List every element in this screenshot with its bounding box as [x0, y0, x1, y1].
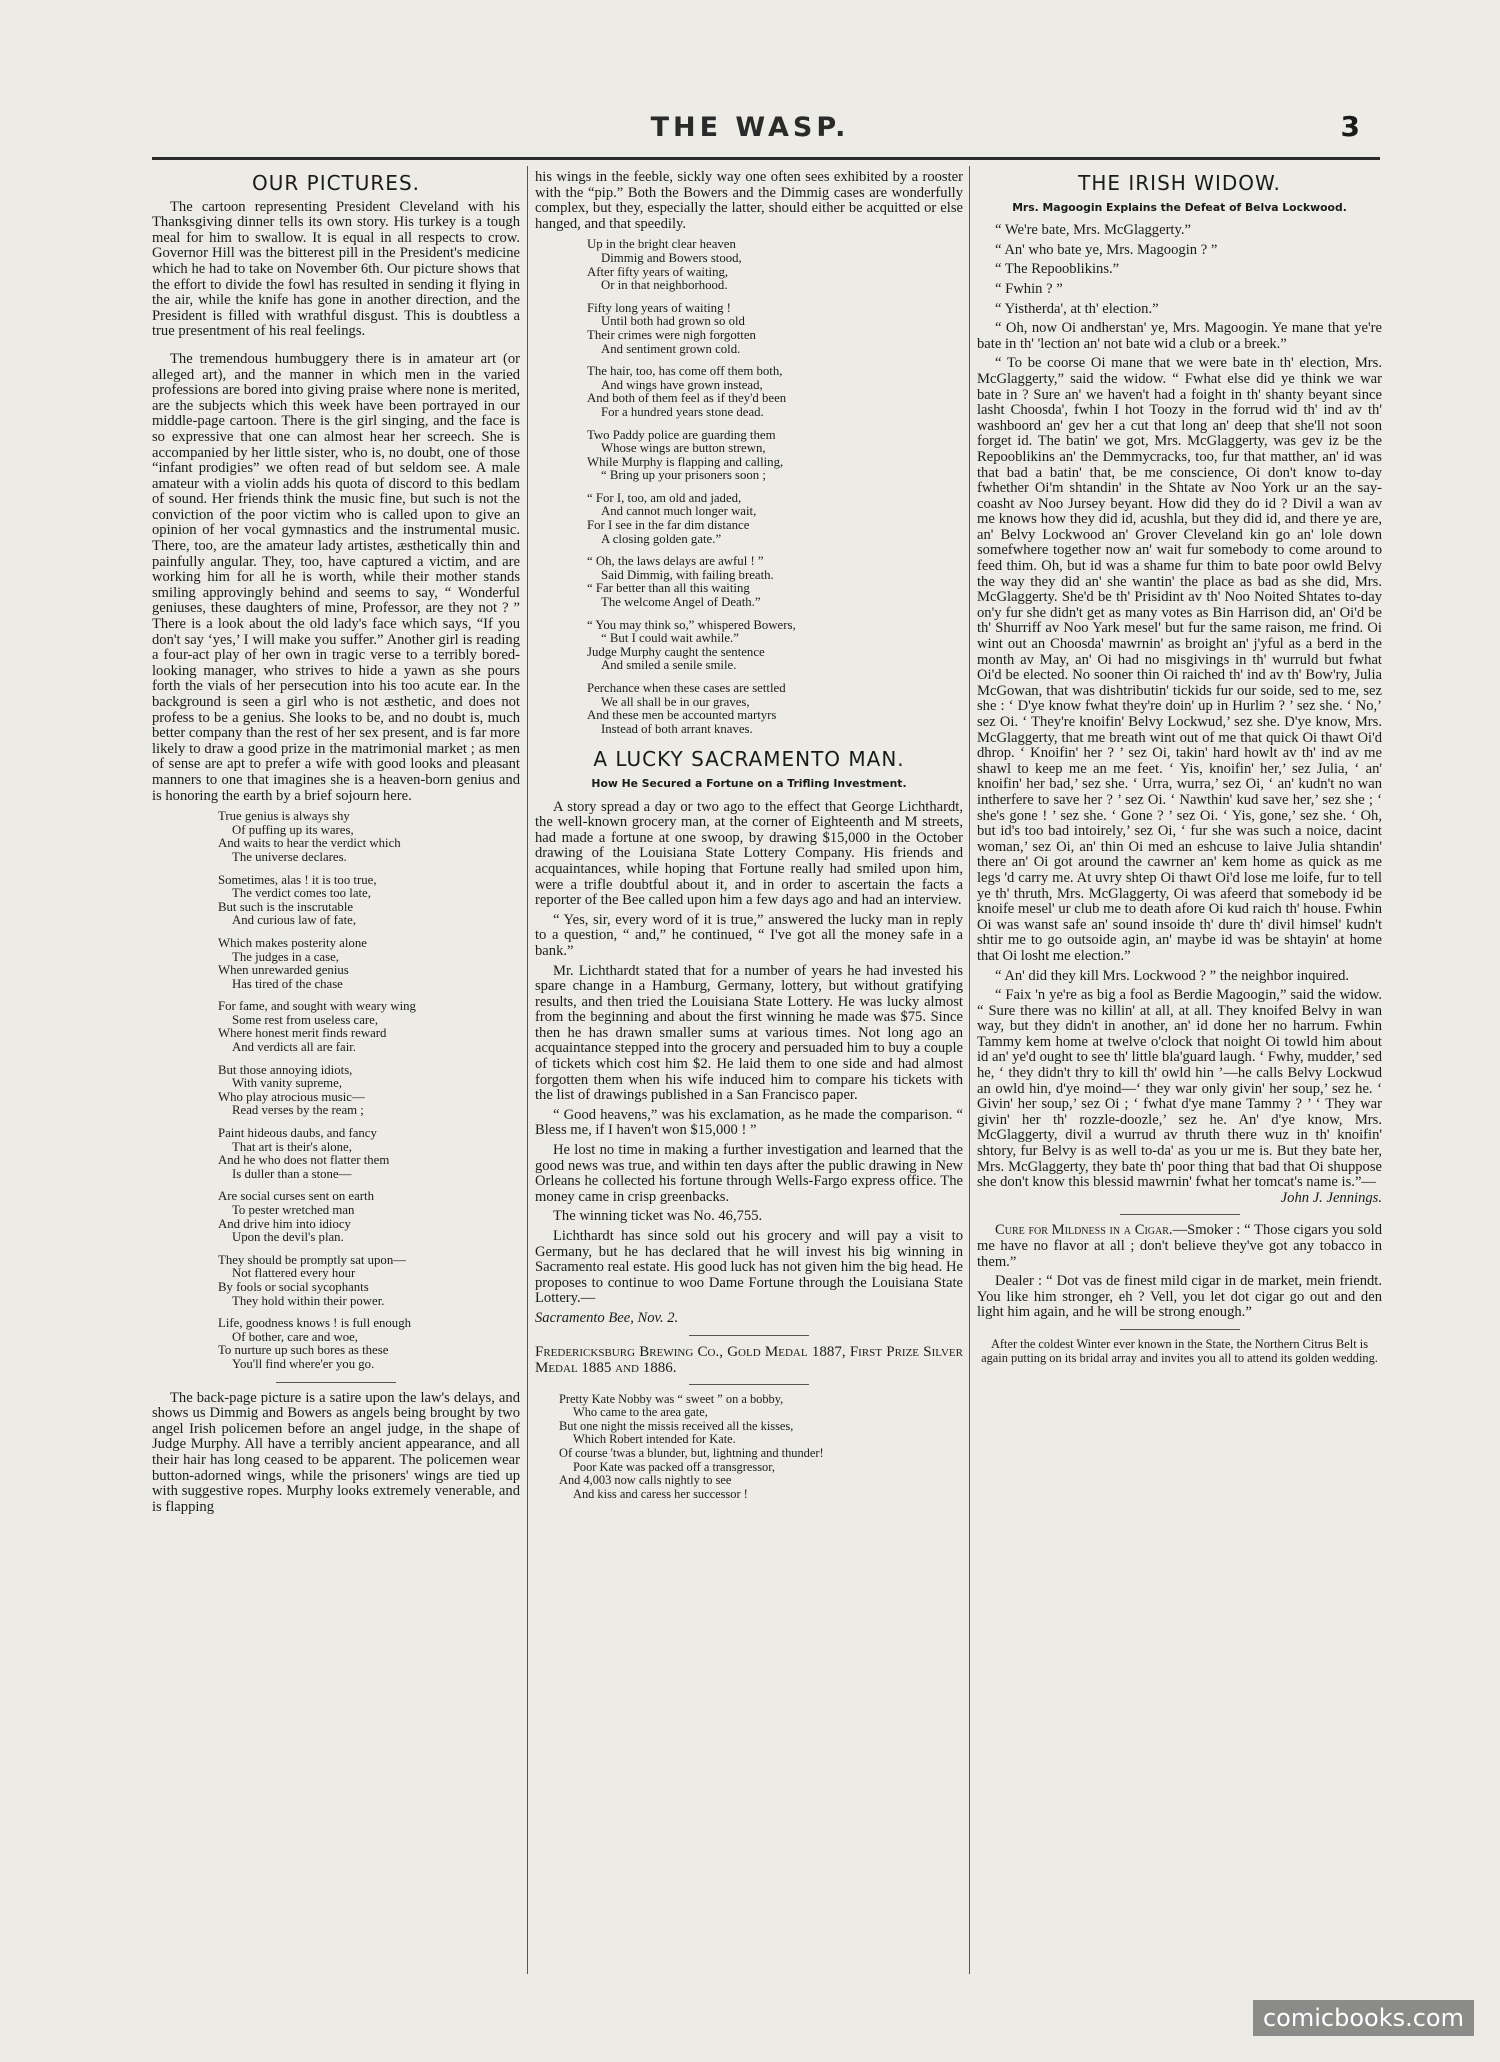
masthead: THE WASP.	[650, 112, 850, 143]
paragraph: “ Good heavens,” was his exclamation, as he made the comparison. “ Bless me, if I haven't won $15,000 ! ”	[535, 1106, 963, 1139]
poem-line: Poor Kate was packed off a transgressor,	[573, 1459, 775, 1474]
poem-line: “ You may think so,” whispered Bowers,	[587, 617, 796, 632]
poem-line: After fifty years of waiting,	[587, 264, 729, 279]
poem-line: Up in the bright clear heaven	[587, 237, 736, 252]
paragraph: “ We're bate, Mrs. McGlaggerty.”	[995, 222, 1191, 239]
poem	[535, 1393, 963, 1502]
poem-line: And he who does not flatter them	[218, 1153, 390, 1168]
divider	[689, 1384, 809, 1385]
poem-line: Pretty Kate Nobby was “ sweet ” on a bobby,	[559, 1391, 784, 1406]
paragraph: “ To be coorse Oi mane that we were bate in th' election, Mrs. McGlaggerty,” said the widow. “ Fwhat else did ye think we war bate in ? Sure an' we haven't had a foight in th' shanty beyant since lasht Choosda', fwhin I hot Toozy in the forrud wid th' ind av th' washboord an' gev her a cut that long an' deep that she'll not soon forget id. The batin' we got, Mrs. McGlaggerty, was gev iz be the Repooblikins an' the Demmycracks, too, fur that matther, an' id was that bad a batin' that, be me conscience, Oi don't know to-day fwhether Oi'm shtandin' in the Shtate av Noo York ur an the say-coasht av Noo Jursey beyant. How did they do id ? Divil a wan av me knows how they did id, acushla, but they did id, and there ye are, an' Belvy Lockwood an' Grover Cleveland kin go an' lole down somefwhere together now an' wait fur somebody to come around to feed thim. Oh, but id was a shame fur thim to bate poor owld Belvy the way they did an' she wantin' the place as bad as she did, Mrs. McGlaggerty. She'd be th' Prisidint av th' Noo Noited Shtates to-day on'y fur she didn't get as many votes as Bin Harrison did, an' Oi'd be th' Shurriff av Noo Yark mesel' but fur the same raison, me frind. Oi wint out an Choosda' mawrnin' as broight an' j'yful as a berd in the month av May, an' Oi had no misgivings in th' wurruld but fwhat Oi'd be elected. No sooner thin Oi raiched th' ind av th' Bow'ry, Julia McGowan, that was dishtributin' tickids fur our soide, sed to me, sez she : ‘ D'ye know fwhat they're doin' up in Hurlim ? ’ sez she. ‘ No,’ sez Oi. ‘ They're knoifin' Belvy Lockwud,’ sez she. D'ye know, Mrs. McGlaggerty, that me breath wint out of me that quick Oi thawt Oi'd dhrop. ‘ Knoifin' her ? ’ sez Oi, takin' hard howlt av th' ind av me shawl to keep me an me feet. ‘ Yis, knoifin' her,’ sez Julia, ‘ an' knoifin' her bad,’ sez she. ‘ Urra, wurra,’ sez Oi, ‘ an' kudn't no wan intherfere to save her ? ’ sez Oi. ‘ Nawthin' kud save her,’ sez she ; ‘ she's gone ! ’ sez she. ‘ Gone ? ’ sez Oi. ‘ Yis, gone,’ sez she. ‘ Oh, but id's too bad intoirely,’ sez Oi, ‘ fur she was such a noice, dacint woman,’ sez Oi, an' thin Oi med an eshcuse to laive Julia shtandin' there an' Oi got around the cawrner an' kem home as quick as me legs 'd carry me. At uvry shtep Oi thawt Oi'd lose me loife, fur to tell ye th' thruth, Mrs. McGlaggerty, Oi was afeerd that somebody id be knoife mesel' ur club me to death afore Oi kud raich th' house. Fwhin Oi was wanst safe an' sound insoide th' dure th' divil himsel' kudn't shtir me to go outsoide agin, an' maybe id was be shtayin' at home that Oi losht me election.”	[977, 355, 1382, 964]
header-rule	[152, 157, 1380, 160]
poem-line: And both of them feel as if they'd been	[587, 391, 787, 406]
poem-line: And verdicts all are fair.	[232, 1040, 357, 1055]
poem	[535, 238, 963, 736]
ad-text: Fredericksburg Brewing Co., Gold Medal 1887, First Prize Silver Medal 1885 and 1886.	[535, 1343, 963, 1376]
poem-line: Perchance when these cases are settled	[587, 681, 786, 695]
article-body	[535, 800, 963, 1307]
paragraph: The tremendous humbuggery there is in amateur art (or alleged art), and the manner in which men in the varied professions are bored into giving praise where none is merited, are the subjects which this week have been portrayed in our middle-page cartoon. There is the girl singing, and the face is so expressive that one can almost hear her screech. She is accompanied by her little sister, who is, no doubt, one of those “infant prodigies” we often read of but seldom see. A male amateur with a violin adds his quota of discord to this bedlam of sound. Her friends think the music fine, but such is not the conviction of the poor victim who is called upon to give an opinion of her vocal gymnastics and the instrumental music. There, too, are the amateur lady artistes, æsthetically thin and painfully angular. They, too, have captured a victim, and are working him for all he is worth, while their mother stands smiling approvingly behind and seems to say, “ Wonderful geniuses, these daughters of mine, Professor, are they not ? ” There is a look about the old lady's face which says, “If you don't say ‘yes,’ I will make you suffer.” Another girl is reading a four-act play of her own in tragic verse to a terribly bored-looking manager, who strives to hide a yawn as she pours forth the vials of her persecution into his too acute ear. In the background is seen a girl who is not æsthetic, and does not profess to be a genius. She looks to be, and no doubt is, much better company than the rest of her sex present, and is far more likely to draw a good prize in the matrimonial market ; as men of sense are apt to prefer a wife with good looks and pleasant manners to one that imagines she is a heaven-born genius and is honoring the earth by a brief sojourn here.	[152, 350, 520, 804]
poem-stanza	[218, 937, 520, 991]
poem-line: Sometimes, alas ! it is too true,	[218, 872, 377, 887]
poem-line: Paint hideous daubs, and fancy	[218, 1126, 377, 1141]
poem-stanza	[218, 1064, 520, 1118]
poem-line: Of bother, care and woe,	[232, 1329, 358, 1344]
poem-stanza	[218, 1000, 520, 1054]
poem-stanza	[218, 1127, 520, 1181]
page-header	[0, 112, 1500, 152]
poem-line: For fame, and sought with weary wing	[218, 999, 416, 1014]
poem-line: And cannot much longer wait,	[601, 504, 757, 519]
poem-stanza	[587, 238, 963, 292]
poem-line: For I see in the far dim distance	[587, 518, 750, 533]
poem-line: Said Dimmig, with failing breath.	[601, 567, 774, 582]
poem-stanza	[587, 619, 963, 673]
poem-line: Has tired of the chase	[232, 976, 343, 991]
paragraph: “ Oh, now Oi andherstan' ye, Mrs. Magoogin. Ye mane that ye're bate in th' 'lection an' not bate wid a club or a breek.”	[977, 320, 1382, 352]
poem-line: Judge Murphy caught the sentence	[587, 644, 765, 659]
poem-line: But those annoying idiots,	[218, 1062, 353, 1077]
paragraph: “ The Repooblikins.”	[995, 261, 1120, 278]
poem-line: For a hundred years stone dead.	[601, 404, 764, 419]
column-2	[535, 170, 963, 1982]
poem-line: Some rest from useless care,	[232, 1012, 379, 1027]
paragraph: Mr. Lichthardt stated that for a number of years he had invested his spare change in a Hamburg, Germany, lottery, but without gratifying results, and then tried the Louisiana State Lottery. He was lucky almost from the beginning and about the first winning he made was $75. Since then he has drawn smaller sums at various times. Not long ago an acquaintance stepped into the grocery and persuaded him to buy a couple of tickets which cost him $2. He laid them to one side and had almost forgotten them when his wife induced him to compare his tickets with the list of drawings published in a San Francisco paper.	[535, 962, 963, 1104]
paragraph: “ An' who bate ye, Mrs. Magoogin ? ”	[995, 241, 1218, 258]
poem-line: And curious law of fate,	[232, 913, 357, 928]
poem-stanza	[587, 429, 963, 483]
poem-line: The hair, too, has come off them both,	[587, 364, 783, 379]
column-3	[977, 170, 1382, 1982]
article-title: OUR PICTURES.	[252, 171, 420, 195]
paragraph: He lost no time in making a further investigation and learned that the good news was true, and within ten days after the public drawing in New Orleans he collected his fortune through Wells-Fargo express office. The money came in crisp greenbacks.	[535, 1142, 963, 1205]
poem-line: “ Oh, the laws delays are awful ! ”	[587, 554, 764, 569]
paragraph: The cartoon representing President Cleveland with his Thanksgiving dinner tells its own story. His turkey is a tough meal for him to swallow. It is equal in all respects to crow. Governor Hill was the bitterest pill in the President's medicine which he had to take on November 6th. Our picture shows that the effort to divide the fowl has resulted in sending it flying in the air, while the knife has gone in another direction, and the President is filled with wrathful disgust. This is doubtless a true presentment of his real feelings.	[152, 198, 520, 340]
column-rule	[527, 166, 528, 1974]
poem-line: By fools or social sycophants	[218, 1279, 369, 1294]
poem-line: Whose wings are button strewn,	[601, 441, 766, 456]
poem-stanza	[218, 874, 520, 928]
poem-line: And drive him into idiocy	[218, 1216, 351, 1231]
watermark: comicbooks.com	[1253, 2000, 1474, 2036]
poem-line: While Murphy is flapping and calling,	[587, 454, 784, 469]
poem-line: Their crimes were nigh forgotten	[587, 327, 756, 342]
article-subtitle: How He Secured a Fortune on a Trifling Investment.	[591, 776, 907, 790]
divider	[276, 1382, 396, 1383]
poem-line: “ For I, too, am old and jaded,	[587, 490, 742, 505]
poem-line: And 4,003 now calls nightly to see	[559, 1473, 732, 1488]
poem-line: You'll find where'er you go.	[232, 1356, 375, 1371]
poem-line: Until both had grown so old	[601, 314, 745, 329]
poem-stanza	[587, 492, 963, 546]
paragraph: Lichthardt has since sold out his grocery and will pay a visit to Germany, but he has declared that he will invest his big winning in Sacramento real estate. His good luck has not given him the big head. He proposes to continue to woo Dame Fortune through the Louisiana State Lottery.—	[535, 1228, 963, 1307]
poem-line: True genius is always shy	[218, 809, 350, 824]
poem-line: To pester wretched man	[232, 1203, 355, 1217]
poem-line: Fifty long years of waiting !	[587, 300, 731, 315]
paragraph: “ Fwhin ? ”	[995, 280, 1063, 297]
paragraph: Dealer : “ Dot vas de finest mild cigar in de market, mein friendt. You like him stronger, eh ? Vell, you let dot cigar go out and den light him again, and he will be strong enough.”	[977, 1273, 1382, 1321]
poem-line: They should be promptly sat upon—	[218, 1252, 407, 1267]
poem-line: Of puffing up its wares,	[232, 822, 354, 837]
paragraph: The back-page picture is a satire upon the law's delays, and shows us Dimmig and Bowers as angels being brought by two angel Irish policemen before an angel judge, in the shape of Judge Murphy. All have a terribly ancient appearance, and all their hair has long ceased to be apparent. The policemen wear button-adorned wings, while the prisoners' wings are tied up with suggestive ropes. Murphy looks extremely venerable, and is flapping	[152, 1389, 520, 1515]
poem-line: Instead of both arrant knaves.	[601, 721, 753, 736]
article-body	[977, 223, 1382, 1191]
item-label: Cure for Mildness in a Cigar.	[995, 1222, 1173, 1239]
source-credit: Sacramento Bee, Nov. 2.	[535, 1309, 679, 1326]
poem-line: And smiled a senile smile.	[601, 658, 737, 673]
poem-line: Which Robert intended for Kate.	[573, 1432, 736, 1447]
poem-line: Not flattered every hour	[232, 1266, 356, 1281]
poem-line: Who came to the area gate,	[573, 1405, 708, 1420]
poem-stanza	[587, 555, 963, 609]
poem-line: Life, goodness knows ! is full enough	[218, 1316, 411, 1331]
author-signature: John J. Jennings.	[1280, 1189, 1382, 1206]
column-rule	[969, 166, 970, 1974]
poem-line: They hold within their power.	[232, 1293, 385, 1308]
poem-line: We all shall be in our graves,	[601, 694, 750, 709]
poem-line: Who play atrocious music—	[218, 1089, 365, 1104]
paragraph: “ Yes, sir, every word of it is true,” answered the lucky man in reply to a question, “ and,” he continued, “ I've got all the money safe in a bank.”	[535, 911, 963, 959]
poem-line: “ But I could wait awhile.”	[601, 631, 739, 646]
paragraph: The winning ticket was No. 46,755.	[553, 1208, 763, 1225]
poem-stanza	[587, 365, 963, 419]
paragraph: “ An' did they kill Mrs. Lockwood ? ” the neighbor inquired.	[995, 967, 1350, 984]
advertisement	[535, 1344, 963, 1376]
poem-line: And kiss and caress her successor !	[573, 1486, 748, 1501]
paragraph: his wings in the feeble, sickly way one often sees exhibited by a rooster with the “pip.” Both the Bowers and the Dimmig cases are wonderfully complex, but they, especially the latter, should either be acquitted or else hanged, and that speedily.	[535, 170, 963, 232]
poem-line: And wings have grown instead,	[601, 377, 763, 392]
poem-line: That art is their's alone,	[232, 1139, 352, 1154]
poem-line: Which makes posterity alone	[218, 935, 367, 950]
poem	[152, 810, 520, 1371]
poem-line: With vanity supreme,	[232, 1076, 343, 1091]
poem-line: The welcome Angel of Death.”	[601, 595, 761, 610]
poem-line: A closing golden gate.”	[601, 531, 722, 546]
poem-line: But one night the missis received all the kisses,	[559, 1418, 794, 1433]
poem-line: Upon the devil's plan.	[232, 1230, 344, 1245]
page-number: 3	[1340, 110, 1360, 143]
poem-line: Is duller than a stone—	[232, 1166, 352, 1181]
poem-stanza	[218, 810, 520, 864]
poem-line: Of course 'twas a blunder, but, lightning and thunder!	[559, 1445, 824, 1460]
poem-line: The verdict comes too late,	[232, 886, 371, 901]
poem-line: The universe declares.	[232, 849, 347, 864]
article-title: A LUCKY SACRAMENTO MAN.	[593, 747, 905, 772]
poem-line: Read verses by the ream ;	[232, 1103, 364, 1118]
poem-line: Two Paddy police are guarding them	[587, 427, 776, 442]
article-title: THE IRISH WIDOW.	[1078, 171, 1281, 195]
poem-line: Or in that neighborhood.	[601, 278, 728, 293]
poem-stanza	[218, 1190, 520, 1244]
notice: After the coldest Winter ever known in the State, the Northern Citrus Belt is again putting on its bridal array and invites you all to attend its golden wedding.	[981, 1336, 1378, 1365]
poem-stanza	[218, 1254, 520, 1308]
poem-line: Are social curses sent on earth	[218, 1189, 374, 1204]
item-text: —Smoker : “ Those cigars you sold me have no flavor at all ; don't believe they've got any tobacco in them.”	[977, 1222, 1382, 1270]
poem-line: But such is the inscrutable	[218, 899, 354, 914]
divider	[689, 1335, 809, 1336]
poem-stanza	[587, 682, 963, 736]
poem-line: Where honest merit finds reward	[218, 1026, 387, 1041]
poem-line: When unrewarded genius	[218, 963, 349, 978]
column-1	[152, 170, 520, 1982]
divider	[1120, 1329, 1240, 1330]
poem-stanza	[587, 302, 963, 356]
divider	[1120, 1214, 1240, 1215]
article-subtitle: Mrs. Magoogin Explains the Defeat of Belva Lockwood.	[1012, 200, 1347, 214]
paragraph: “ Yistherda', at th' election.”	[995, 300, 1159, 317]
poem-line: The judges in a case,	[232, 949, 339, 964]
poem-line: “ Bring up your prisoners soon ;	[601, 468, 766, 483]
poem-line: And sentiment grown cold.	[601, 341, 741, 356]
poem-line: And waits to hear the verdict which	[218, 836, 401, 851]
poem-line: To nurture up such bores as these	[218, 1343, 389, 1358]
poem-line: And these men be accounted martyrs	[587, 708, 777, 723]
poem-line: “ Far better than all this waiting	[587, 581, 750, 596]
paragraph: “ Faix 'n ye're as big a fool as Berdie Magoogin,” said the widow. “ Sure there was no killin' at all, at all. They knoifed Belvy in wan way, but they didn't in another, an' id done her no harrum. Fwhin Tammy kem home at twelve o'clock that noight Oi towld him about id an' ye'd ought to see th' little bla'guard laugh. ‘ Fwhy, mudder,’ sed he, ‘ they didn't thry to kill th' owld hin ’—he calls Belvy Lockwud an owld hin, d'ye moind—‘ they war only givin' her soup,’ sez he. ‘ Givin' her soup,’ sez Oi ; ‘ fwhat d'ye mane Tammy ? ’ ‘ They war givin' her th' rozzle-doozle,’ sez he. An' d'ye know, Mrs. McGlaggerty, divil a wurrud av thruth there wuz in th' knoifin' shtory, fur Belvy is as well to-da' as you ur me is. But they bate her, Mrs. McGlaggerty, they bate th' poor thing that bad that Oi shuppose she don't know this blessid mawrnin' fwhat her tomcat's name is.”—	[977, 987, 1382, 1191]
poem-line: Dimmig and Bowers stood,	[601, 250, 742, 265]
paragraph: A story spread a day or two ago to the effect that George Lichthardt, the well-known grocery man, at the corner of Eighteenth and M streets, had made a fortune at one swoop, by drawing $15,000 in the October drawing of the Louisiana State Lottery Company. His friends and acquaintances, while hoping that Fortune really had smiled upon him, were a trifle doubtful about it, and in order to ascertain the facts a reporter of the Bee called upon him a few days ago and had an interview.	[535, 798, 963, 909]
poem-stanza	[218, 1317, 520, 1371]
